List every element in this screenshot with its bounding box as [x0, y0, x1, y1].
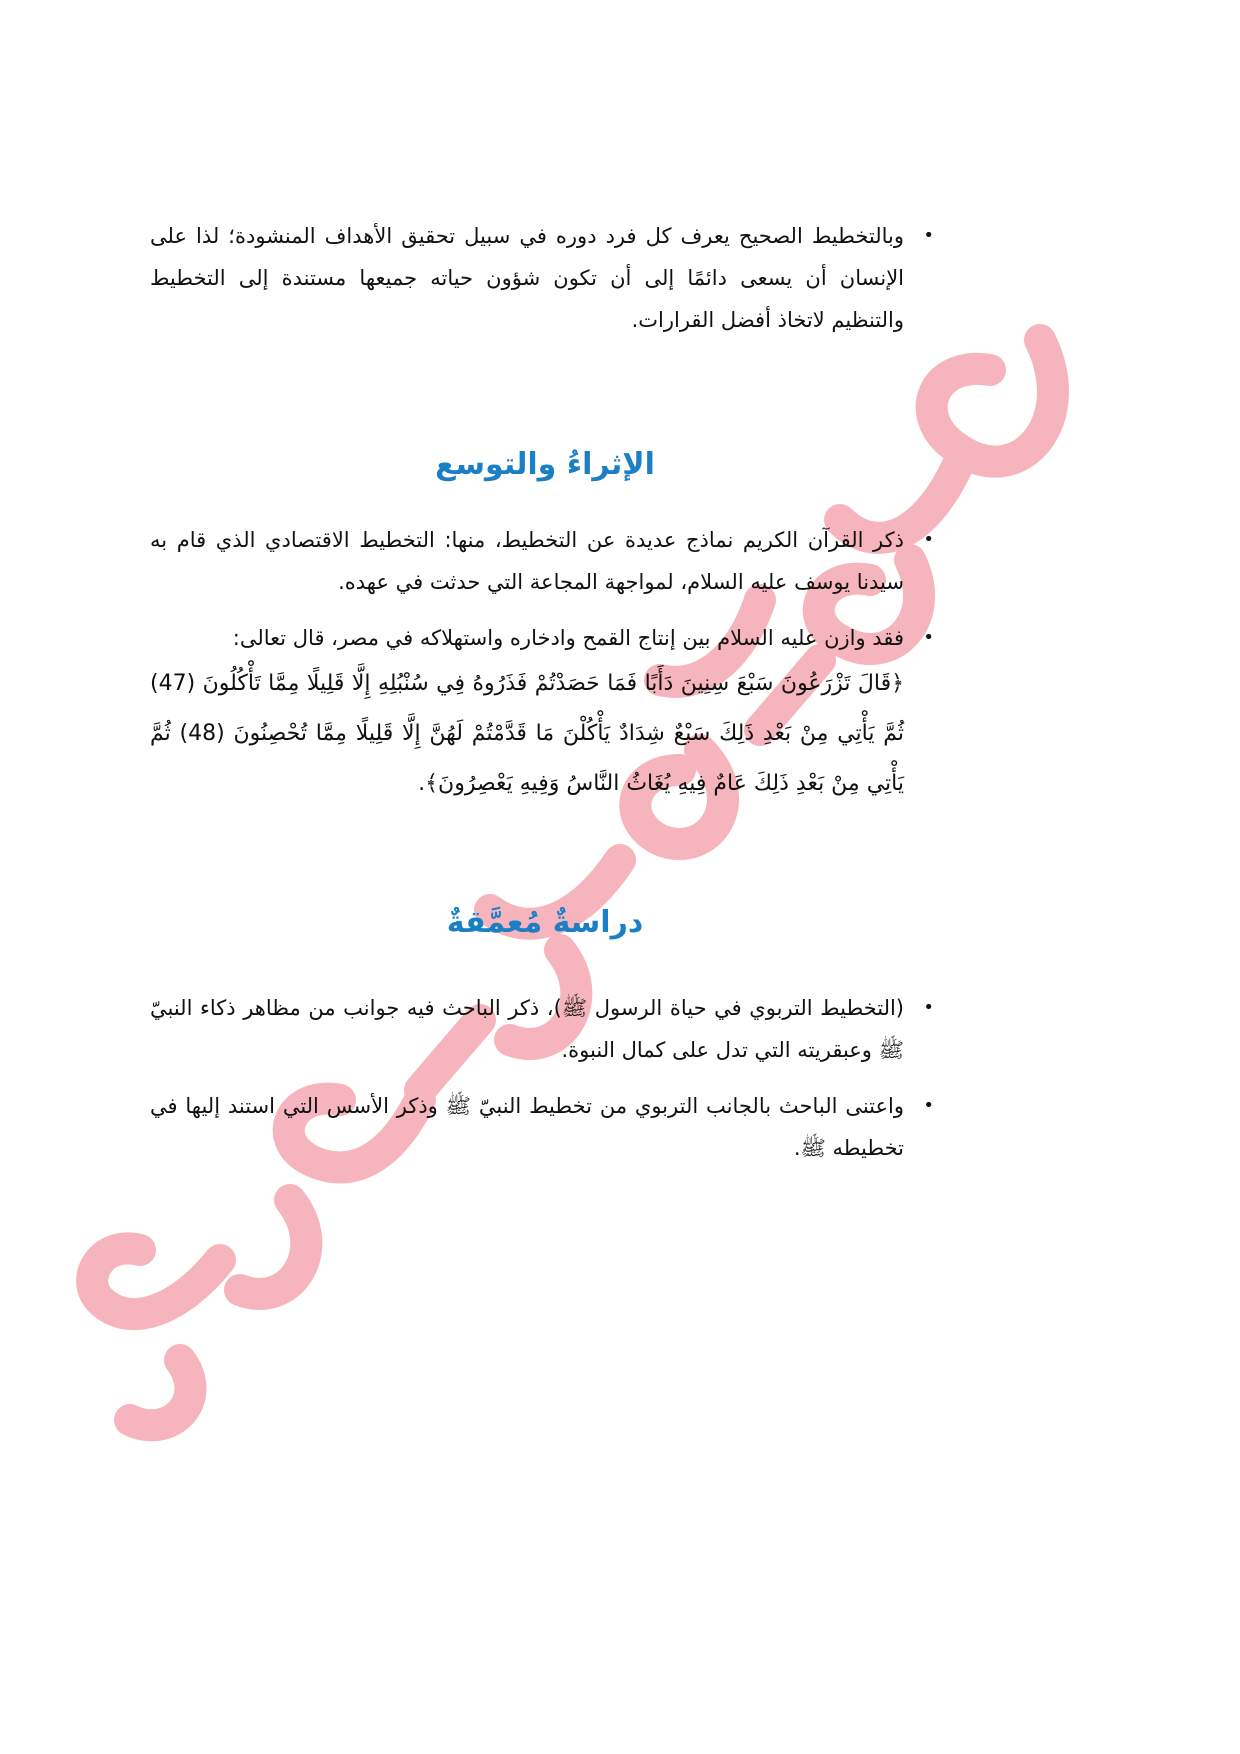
section-heading-study: دراسةٌ مُعمَّقةٌ — [446, 905, 644, 940]
list-item — [150, 1085, 940, 1169]
bullet-icon: • — [923, 1095, 934, 1116]
bullet-text: واعتنى الباحث بالجانب التربوي من تخطيط النبيّ ﷺ وذكر الأسس التي استند إليها في تخطيطه ﷺ. — [150, 1094, 904, 1160]
bullet-text: ذكر القرآن الكريم نماذج عديدة عن التخطيط، منها: التخطيط الاقتصادي الذي قام به سيدنا يوسف عليه السلام، لمواجهة المجاعة التي حدثت في عهده. — [150, 528, 904, 594]
enrichment-bullet-list — [150, 519, 940, 809]
quran-verse: ﴿قَالَ تَزْرَعُونَ سَبْعَ سِنِينَ دَأَبًا فَمَا حَصَدْتُمْ فَذَرُوهُ فِي سُنْبُلِهِ إِلَّا قَلِيلًا مِمَّا تَأْكُلُونَ (47) ثُمَّ يَأْتِي مِنْ بَعْدِ ذَلِكَ سَبْعٌ شِدَادٌ يَأْكُلْنَ مَا قَدَّمْتُمْ لَهُنَّ إِلَّا قَلِيلًا مِمَّا تُحْصِنُونَ (48) ثُمَّ يَأْتِي مِنْ بَعْدِ ذَلِكَ عَامٌ فِيهِ يُغَاثُ النَّاسُ وَفِيهِ يَعْصِرُونَ﴾. — [150, 671, 905, 796]
document-page — [150, 215, 940, 1183]
bullet-icon: • — [923, 627, 934, 648]
study-bullet-list — [150, 987, 940, 1169]
section-heading-enrichment: الإثراءُ والتوسع — [435, 447, 655, 482]
bullet-text: فقد وازن عليه السلام بين إنتاج القمح وادخاره واستهلاكه في مصر، قال تعالى: — [232, 626, 904, 650]
intro-bullet-list — [150, 215, 940, 341]
list-item — [150, 215, 940, 341]
bullet-text: (التخطيط التربوي في حياة الرسول ﷺ)، ذكر الباحث فيه جوانب من مظاهر ذكاء النبيّ ﷺ وعبقريته التي تدل على كمال النبوة. — [150, 996, 904, 1062]
bullet-icon: • — [923, 225, 934, 246]
bullet-icon: • — [923, 529, 934, 550]
list-item — [150, 617, 940, 809]
list-item — [150, 987, 940, 1071]
bullet-icon: • — [923, 997, 934, 1018]
list-item — [150, 519, 940, 603]
bullet-text: وبالتخطيط الصحيح يعرف كل فرد دوره في سبيل تحقيق الأهداف المنشودة؛ لذا على الإنسان أن يسعى دائمًا إلى أن تكون شؤون حياته جميعها مستندة إلى التخطيط والتنظيم لاتخاذ أفضل القرارات. — [150, 224, 904, 332]
